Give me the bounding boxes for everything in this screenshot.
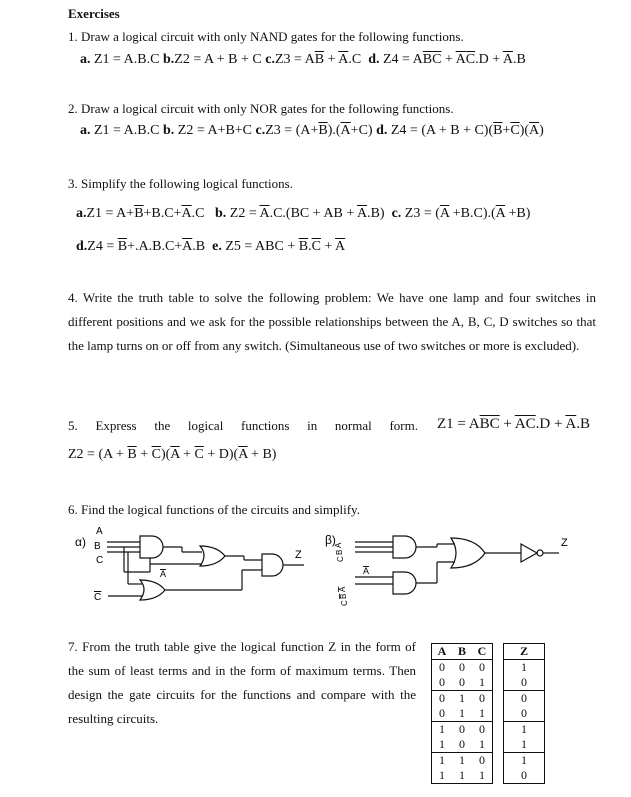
cell: 0 [459,660,465,674]
cell: 1 [472,706,493,722]
th-c: C [472,644,493,660]
cell-z: 0 [504,706,545,722]
alpha-input-a: A [96,526,103,537]
cell: 1 [452,706,472,722]
q3-d-label: d. [76,239,88,254]
th-b: B [452,644,472,660]
q2-d-formula: $Z4 = (A + B + C)(\overline{B}+\overline{C})(\overline{A})$ [390,123,544,138]
beta-and-gate-1 [393,536,416,558]
q2-c-label: c. [255,123,266,138]
cell: 1 [452,768,472,784]
q3-c-formula: $Z3 = (\overline{A} +B.C).(\overline{A} +B)$ [404,206,531,221]
cell-z: 0 [504,675,545,691]
cell: 0 [432,691,453,707]
q1-text: 1. Draw a logical circuit with only NAND gates for the following functions. [68,29,464,44]
alpha-abar-label: A [160,569,167,579]
cell-z: 0 [504,768,545,784]
th-z: Z [504,644,545,660]
q3-c-label: c. [391,206,402,221]
page-title: Exercises [68,6,120,21]
q2-a-formula: Z1 = A.B.C [94,123,160,138]
q1-functions [80,52,526,68]
q1-d-formula: $Z4 = A\overline{B}\overline{C} + \overline{A}\overline{C}.D + \overline{A}.B$ [383,52,526,67]
q1-a-formula: Z1 = A.B.C [94,52,160,67]
cell: 0 [472,660,493,676]
beta-input-c2: C [340,600,349,606]
and-gate-3 [262,554,283,576]
or-gate-2 [200,546,225,566]
q2-functions [80,123,544,139]
truth-table [431,643,545,784]
q5-text: 5. Express the logical functions in normal form. [68,418,418,433]
q3-d-formula: $Z4 = \overline{B}+.A.B.C+\overline{A}.B$ [87,239,206,254]
q3-text: 3. Simplify the following logical functions. [68,176,293,191]
q2-a-label: a. [80,123,91,138]
q4-text: 4. Write the truth table to solve the following problem: We have one lamp and four switches in different positions and we ask for the possible relationships between the A, B, C, D switches so that the lamp turns on or off from any switch. (Simultaneous use of two switches or more is excluded). [68,290,596,353]
cell: 1 [432,768,453,784]
beta-input-c: C [336,556,345,562]
cell: 1 [472,737,493,753]
circuit-beta-diagram [325,522,585,612]
beta-output-z: Z [561,537,568,549]
cell: 1 [459,753,465,767]
cell: 0 [452,737,472,753]
circuit-alpha-diagram [72,522,317,612]
q3-b-formula: $Z2 = \overline{A}.C.(BC$ + AB + $\overline{A}.B$) [229,206,385,221]
q2-text: 2. Draw a logical circuit with only NOR gates for the following functions. [68,101,454,116]
cell: 0 [432,706,453,722]
alpha-label: α) [75,535,86,549]
cell-z: 0 [504,691,545,707]
beta-label: β) [325,533,336,547]
q2-b-formula: Z2 = A+B+C [177,123,253,138]
cell: 1 [472,675,493,691]
cell: 1 [432,737,453,753]
cell: 0 [459,722,465,736]
beta-input-a: A [334,542,343,548]
cell: 0 [452,675,472,691]
beta-or-gate [451,538,485,568]
beta-and-gate-2 [393,572,416,594]
q1-c-formula: $Z3 = A\overline{B} + \overline{A}.C$ [274,52,362,67]
alpha-output-z: Z [295,549,302,561]
q5-z2-formula: $Z2 = (A + \overline{B} + \overline{C})(\overline{A} + \overline{C} + D)(\overline{A} + B)$ [68,447,277,462]
q3-e-formula: Z5 = ABC + $\overline{B}.\overline{C} + \overline{A}$ [225,239,346,254]
cell: 0 [472,753,493,769]
q7-text: 7. From the truth table give the logical function Z in the form of the sum of least terms and in the form of maximum terms. Then design the gate circuits for the functions and compare with the resulting circuits. [68,639,416,726]
alpha-input-b: B [94,541,101,552]
alpha-cbar-label: C [94,592,102,603]
cell: 0 [432,660,453,676]
cell: 0 [472,691,493,707]
or-gate-4 [140,580,165,600]
q2-b-label: b. [162,123,175,138]
cell: 1 [472,768,493,784]
q1-b-label: b. [162,52,175,67]
q3-a-label: a. [76,206,87,221]
q1-d-label: d. [368,52,380,67]
cell-z: 1 [504,737,545,753]
cell: 0 [432,675,453,691]
q3-a-formula: $Z1 = A+\overline{B}+B.C+\overline{A}.C$ [86,206,205,221]
q3-e-label: e. [212,239,222,254]
cell: 1 [459,691,465,705]
q5-z1-formula: $Z1 = A\overline{B}\overline{C} + \overline{A}\overline{C}.D + \overline{A}.B$ [437,416,590,432]
beta-input-bbar: B [339,593,348,599]
cell-z: 1 [504,660,545,676]
beta-input-abar: A [338,586,347,592]
q2-d-label: d. [376,123,388,138]
q1-c-label: c. [265,52,275,67]
th-a: A [432,644,453,660]
cell: 1 [432,722,453,738]
cell: 1 [432,753,453,769]
q3-b-label: b. [214,206,227,221]
cell-z: 1 [504,753,545,769]
alpha-input-c: C [96,555,104,566]
q3-row2 [76,239,345,255]
beta-abar-label: A [363,566,370,576]
q1-b-formula: Z2 = A + B + C [174,52,262,67]
beta-not-gate [521,544,537,562]
q3-row1 [76,206,530,222]
q2-c-formula: $Z3 = (A+\overline{B}).(\overline{A}+C)$ [265,123,373,138]
q1-a-label: a. [80,52,91,67]
cell: 0 [472,722,493,738]
beta-input-b: B [335,549,344,555]
cell-z: 1 [504,722,545,738]
q6-text: 6. Find the logical functions of the circuits and simplify. [68,502,360,517]
and-gate-1 [140,536,163,558]
